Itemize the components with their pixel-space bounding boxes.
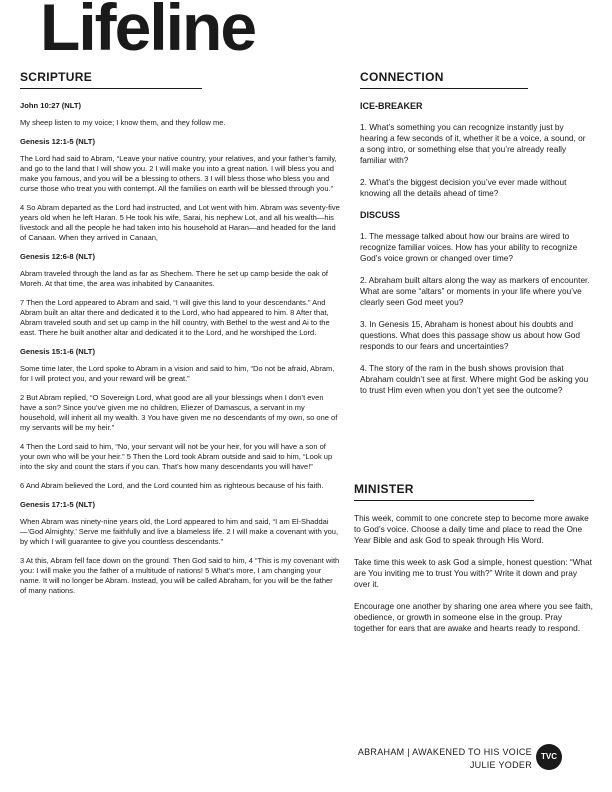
- minister-paragraph: Take time this week to ask God a simple, honest question: “What are You inviting me to trust You with?” Write it down and pray over it.: [354, 557, 592, 589]
- minister-heading: MINISTER: [354, 482, 534, 501]
- page-title: Lifeline: [40, 0, 256, 64]
- church-logo: TVC: [536, 744, 562, 770]
- discussion-question: 1. The message talked about how our brains are wired to recognize familiar voices. How has your ability to recognize God’s voice grown or changed over time?: [360, 231, 578, 263]
- scripture-reference: Genesis 17:1-5 (NLT): [20, 500, 95, 509]
- discussion-question: 3. In Genesis 15, Abraham is honest about his doubts and questions. What does this passage show us about how God responds to our fears and uncertainties?: [360, 319, 581, 351]
- scripture-column: [20, 70, 340, 605]
- minister-paragraph: This week, commit to one concrete step to become more awake to God’s voice. Choose a daily time and place to read the One Year Bible and ask God to speak through His Word.: [354, 513, 589, 545]
- series-title: ABRAHAM | AWAKENED TO HIS VOICE: [357, 747, 532, 757]
- discussion-question: 2. Abraham built altars along the way as markers of encounter. What are some “altars” or moments in your life where you’ve clearly seen God meet you?: [360, 275, 590, 307]
- minister-paragraph: Encourage one another by sharing one area where you see faith, obedience, or growth in someone else in the group. Pray together for ears that are awake and hearts ready to respond.: [354, 601, 593, 633]
- scripture-paragraph: My sheep listen to my voice; I know them, and they follow me.: [20, 118, 226, 127]
- scripture-paragraph: When Abram was ninety-nine years old, the Lord appeared to him and said, “I am El-Shaddai—‘God Almighty.’ Serve me faithfully and live a blameless life. 2 I will make a covenant with you, by which I will guarantee to give you countless descendants.”: [20, 517, 339, 546]
- icebreaker-heading: ICE-BREAKER: [360, 101, 423, 111]
- scripture-reference: John 10:27 (NLT): [20, 101, 82, 110]
- scripture-reference: Genesis 12:1-5 (NLT): [20, 137, 95, 146]
- discussion-question: 4. The story of the ram in the bush shows provision that Abraham couldn’t see at first. Where might God be asking you to trust Him even when you don’t yet see the outcome?: [360, 363, 589, 395]
- icebreaker-question: 2. What’s the biggest decision you’ve ever made without knowing all the details ahead of time?: [360, 177, 567, 198]
- scripture-paragraph: 4 So Abram departed as the Lord had instructed, and Lot went with him. Abram was seventy-five years old when he left Haran. 5 He took his wife, Sarai, his nephew Lot, and all his wealth—his livestock and all the people he had taken into his household at Haran—and headed for the land of Canaan. When they arrived in Canaan,: [20, 203, 340, 242]
- scripture-paragraph: Abram traveled through the land as far as Shechem. There he set up camp beside the oak of Moreh. At that time, the area was inhabited by Canaanites.: [20, 269, 328, 288]
- connection-heading: CONNECTION: [360, 70, 528, 89]
- scripture-paragraph: Some time later, the Lord spoke to Abram in a vision and said to him, “Do not be afraid, Abram, for I will protect you, and your reward will be great.”: [20, 364, 335, 383]
- scripture-paragraph: 6 And Abram believed the Lord, and the Lord counted him as righteous because of his faith.: [20, 481, 324, 490]
- scripture-paragraph: 4 Then the Lord said to him, “No, your servant will not be your heir, for you will have a son of your own who will be your heir.” 5 Then the Lord took Abram outside and said to him, “Look up into the sky and count the stars if you can. That’s how many descendants you will have!”: [20, 442, 333, 471]
- scripture-paragraph: The Lord had said to Abram, “Leave your native country, your relatives, and your father’s family, and go to the land that I will show you. 2 I will make you into a great nation. I will bless you and make you famous, and you will be a blessing to others. 3 I will bless those who bless you and curse those who treat you with contempt. All the families on earth will be blessed through you.”: [20, 154, 337, 193]
- icebreaker-question: 1. What’s something you can recognize instantly just by hearing a few seconds of it, whether it be a voice, a sound, or a song intro, or something else that you’re already really familiar with?: [360, 122, 586, 165]
- discuss-heading: DISCUSS: [360, 210, 401, 220]
- connection-column: [360, 70, 592, 407]
- scripture-reference: Genesis 15:1-6 (NLT): [20, 347, 95, 356]
- footer: [358, 746, 532, 772]
- scripture-paragraph: 2 But Abram replied, “O Sovereign Lord, what good are all your blessings when I don’t even have a son? Since you’ve given me no children, Eliezer of Damascus, a servant in my household, will inherit all my wealth. 3 You have given me no descendants of my own, so one of my servants will be my heir.”: [20, 393, 338, 432]
- speaker-name: JULIE YODER: [469, 760, 532, 770]
- scripture-reference: Genesis 12:6-8 (NLT): [20, 252, 95, 261]
- minister-section: [354, 482, 594, 645]
- scripture-paragraph: 7 Then the Lord appeared to Abram and said, “I will give this land to your descendants.” And Abram built an altar there and dedicated it to the Lord, who had appeared to him. 8 After that, Abram traveled south and set up camp in the hill country, with Bethel to the west and Ai to the east. There he built another altar and dedicated it to the Lord, and he worshiped the Lord.: [20, 298, 330, 337]
- scripture-paragraph: 3 At this, Abram fell face down on the ground. Then God said to him, 4 “This is my covenant with you: I will make you the father of a multitude of nations! 5 What’s more, I am changing your name. It will no longer be Abram. Instead, you will be called Abraham, for you will be the father of many nations.: [20, 556, 340, 595]
- scripture-heading: SCRIPTURE: [20, 70, 202, 89]
